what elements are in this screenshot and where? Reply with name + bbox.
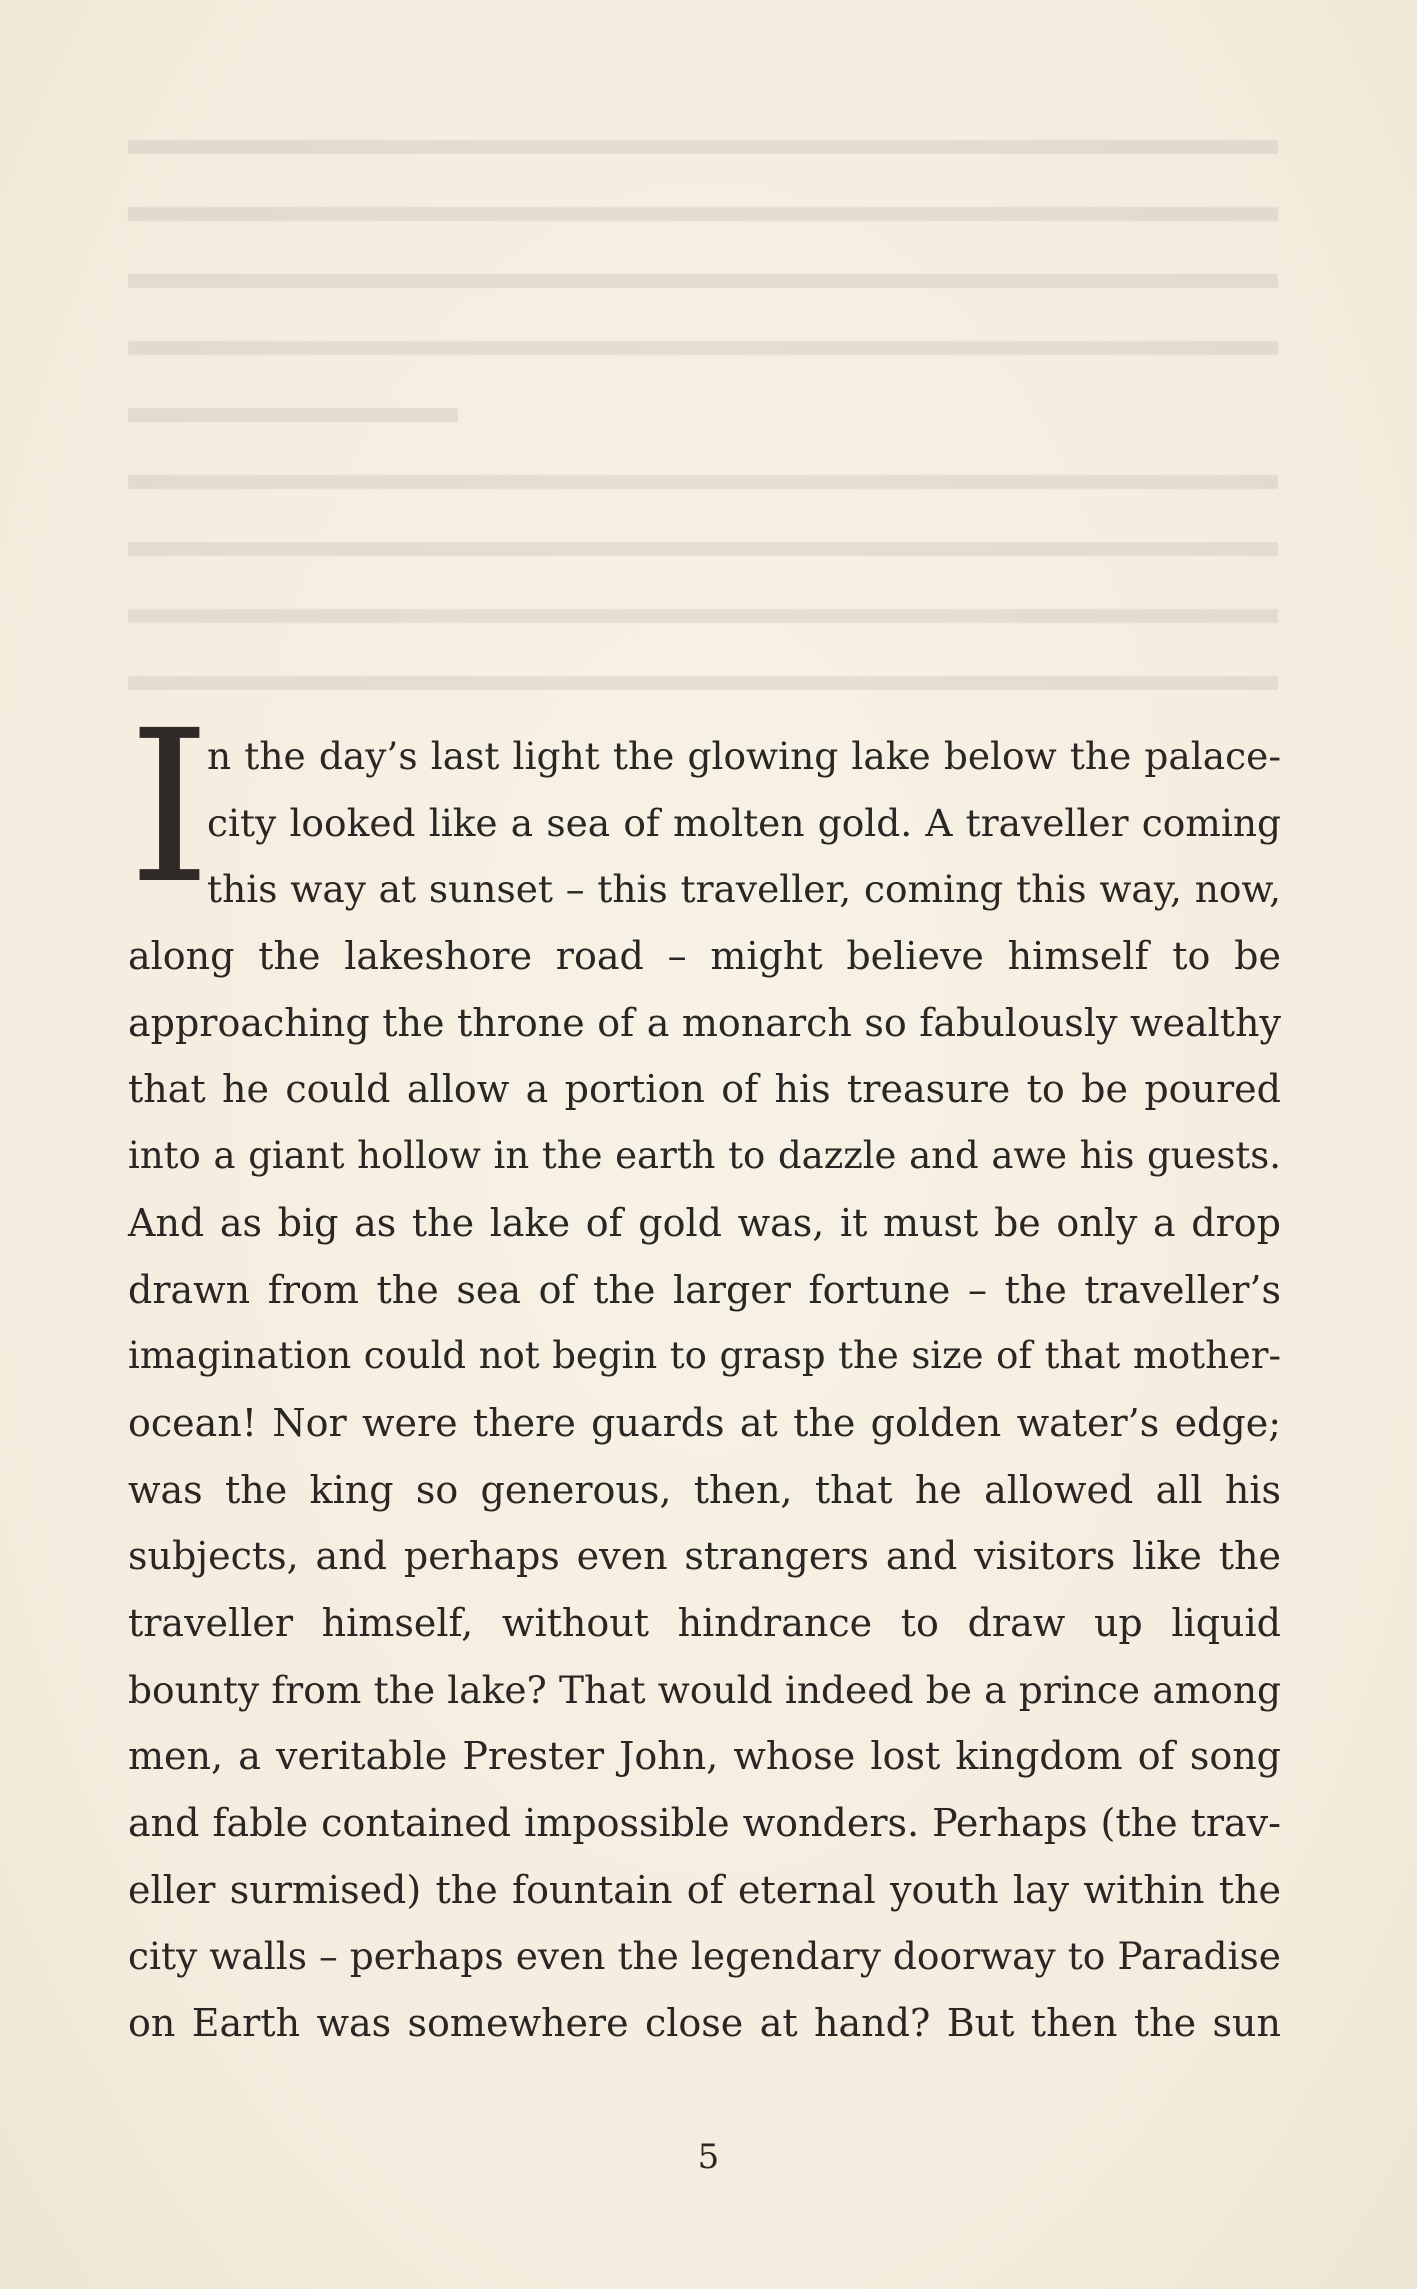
text-line: and fable contained impossible wonders. Perhaps (the trav- bbox=[128, 1801, 1281, 1845]
text-line: approaching the throne of a monarch so fabulously wealthy bbox=[128, 1000, 1281, 1045]
text-line: city looked like a sea of molten gold. A traveller coming bbox=[207, 800, 1281, 845]
text-line: eller surmised) the fountain of eternal youth lay within the bbox=[128, 1867, 1281, 1912]
body-paragraph bbox=[128, 685, 1281, 2057]
page-number: 5 bbox=[697, 2137, 720, 2177]
text-line: men, a veritable Prester John, whose lost kingdom of song bbox=[128, 1734, 1281, 1779]
show-through-lines bbox=[128, 100, 1278, 700]
text-line: this way at sunset – this traveller, coming this way, now, bbox=[207, 867, 1281, 912]
text-line: into a giant hollow in the earth to dazzle and awe his guests. bbox=[128, 1134, 1281, 1178]
text-line: was the king so generous, then, that he allowed all his bbox=[128, 1467, 1281, 1512]
text-line: imagination could not begin to grasp the size of that mother- bbox=[128, 1334, 1281, 1378]
text-line: city walls – perhaps even the legendary doorway to Paradise bbox=[128, 1934, 1281, 1979]
text-line: on Earth was somewhere close at hand? But then the sun bbox=[128, 2001, 1281, 2046]
text-line: traveller himself, without hindrance to draw up liquid bbox=[128, 1600, 1281, 1645]
text-line: bounty from the lake? That would indeed be a prince among bbox=[128, 1667, 1281, 1712]
text-line: drawn from the sea of the larger fortune – the traveller’s bbox=[128, 1267, 1281, 1312]
show-through-texture bbox=[128, 100, 1278, 700]
text-line: ocean! Nor were there guards at the golden water’s edge; bbox=[128, 1400, 1281, 1445]
text-line: that he could allow a portion of his treasure to be poured bbox=[128, 1067, 1281, 1112]
text-line: n the day’s last light the glowing lake below the palace- bbox=[207, 734, 1281, 778]
text-line: subjects, and perhaps even strangers and visitors like the bbox=[128, 1534, 1281, 1579]
text-line: along the lakeshore road – might believe himself to be bbox=[128, 934, 1281, 979]
text-line: And as big as the lake of gold was, it must be only a drop bbox=[128, 1200, 1281, 1245]
drop-cap: I bbox=[128, 685, 211, 930]
